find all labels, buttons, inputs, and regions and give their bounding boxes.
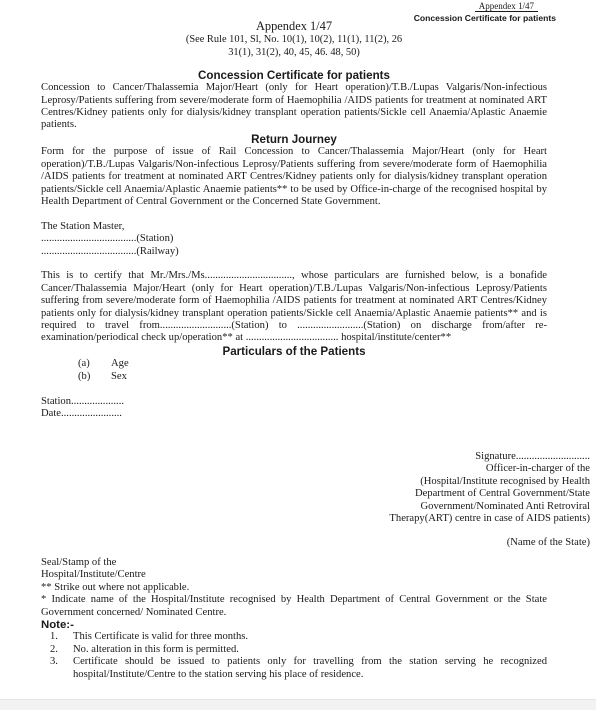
seal-and-notes bbox=[41, 557, 547, 681]
signature-state: (Name of the State) bbox=[506, 537, 590, 549]
note-number: 1. bbox=[50, 631, 58, 643]
signature-block bbox=[310, 451, 590, 550]
strike-note: ** Strike out where not applicable. bbox=[41, 581, 190, 593]
document-body bbox=[41, 15, 547, 420]
heading-return-journey: Return Journey bbox=[251, 132, 337, 146]
rule-reference-line-2: 31(1), 31(2), 40, 45, 46. 48, 50) bbox=[228, 46, 360, 58]
particular-key: (a) bbox=[78, 358, 90, 370]
note-item bbox=[41, 644, 547, 656]
rule-reference-line-1: (See Rule 101, Sl, No. 10(1), 10(2), 11(1), 11(2), 26 bbox=[185, 34, 403, 45]
appendix-title: Appendex 1/47 bbox=[255, 19, 333, 33]
station-line: Station.................... bbox=[41, 395, 124, 407]
running-head-number: Appendex 1/47 bbox=[475, 1, 538, 12]
date-line: Date....................... bbox=[41, 408, 122, 420]
note-text: No. alteration in this form is permitted. bbox=[73, 643, 239, 655]
indicate-note: * Indicate name of the Hospital/Institute recognised by Health Department of Central Government or the State Government concerned/ Nominated Centre. bbox=[41, 594, 547, 618]
note-number: 2. bbox=[50, 643, 58, 655]
signature-line: Signature............................ bbox=[475, 451, 590, 462]
particular-label: Sex bbox=[111, 370, 127, 382]
seal-line-2: Hospital/Institute/Centre bbox=[41, 569, 146, 581]
heading-main: Concession Certificate for patients bbox=[198, 68, 390, 82]
signature-art-centre: Therapy(ART) centre in case of AIDS patients) bbox=[389, 513, 590, 525]
particular-age bbox=[78, 358, 547, 370]
intro-paragraph: Concession to Cancer/Thalassemia Major/Heart (only for Heart operation)/T.B./Lupas Valgaris/Non-infectious Leprosy/Patients suffering from severe/moderate form of Haemophilia /AIDS patients for treatment at nominated ART Centres/Kidney patients only for dialysis/kidney transplant operation patients/Sickle cell Anaemia/Aplastic Anaemie patients. bbox=[41, 82, 547, 131]
particular-key: (b) bbox=[78, 370, 91, 382]
seal-line-1: Seal/Stamp of the bbox=[41, 557, 117, 568]
running-head-subtitle: Concession Certificate for patients bbox=[413, 13, 556, 23]
page-bottom-edge bbox=[0, 699, 596, 710]
form-paragraph: Form for the purpose of issue of Rail Concession to Cancer/Thalassemia Major/Heart (only for Heart operation)/T.B./Lupas Valgaris/Non-infectious Leprosy/Patients suffering from severe/moderate form of Haemophilia /AIDS patients for treatment at nominated ART Centres/Kidney patients only for dialysis/kidney transplant operation patients/Sickle cell Anaemia/Aplastic Anaemie patients** to be used by Office-in-charge of the recognised hospital by Health Department of Central Government or the Concerned State Government. bbox=[41, 146, 547, 208]
note-item bbox=[41, 631, 547, 643]
signature-officer: Officer-in-charger of the bbox=[485, 463, 590, 475]
signature-government: Government/Nominated Anti Retroviral bbox=[420, 500, 590, 512]
note-text: This Certificate is valid for three months. bbox=[73, 631, 249, 643]
note-text: Certificate should be issued to patients only for travelling from the station serving he recognized hospital/Institute/Centre to the station serving his place of residence. bbox=[73, 656, 547, 680]
address-railway: ....................................(Railway) bbox=[41, 245, 179, 257]
particulars-list bbox=[41, 358, 547, 383]
signature-department: Department of Central Government/State bbox=[414, 488, 590, 500]
particular-label: Age bbox=[111, 358, 129, 370]
signature-hospital: (Hospital/Institute recognised by Health bbox=[420, 475, 590, 487]
particular-sex bbox=[78, 371, 547, 383]
address-to: The Station Master, bbox=[41, 220, 125, 232]
note-number: 3. bbox=[50, 656, 58, 668]
note-item bbox=[41, 656, 547, 681]
address-station: ....................................(Station) bbox=[41, 233, 174, 245]
notes-title: Note:- bbox=[41, 619, 74, 632]
heading-particulars: Particulars of the Patients bbox=[222, 344, 366, 358]
certify-paragraph: This is to certify that Mr./Mrs./Ms................................., whose particulars are furnished below, is a bonafide Cancer/Thalassemia Major/Heart (only for Heart operation)/T.B./Lupas Valgaris/Non-infectious Leprosy/Patients suffering from severe/moderate form of Haemophilia /AIDS patients for treatment at nominated ART Centres/Kidney patients only for dialysis/kidney transplant operation patients/Sickle cell Anaemia/Aplastic Anaemie patients** and is required to travel from...........................(Station) to .........................(Station) on discharge from/after re-examination/periodical check up/operation** at ................................... hospital/institute/center** bbox=[41, 270, 547, 344]
